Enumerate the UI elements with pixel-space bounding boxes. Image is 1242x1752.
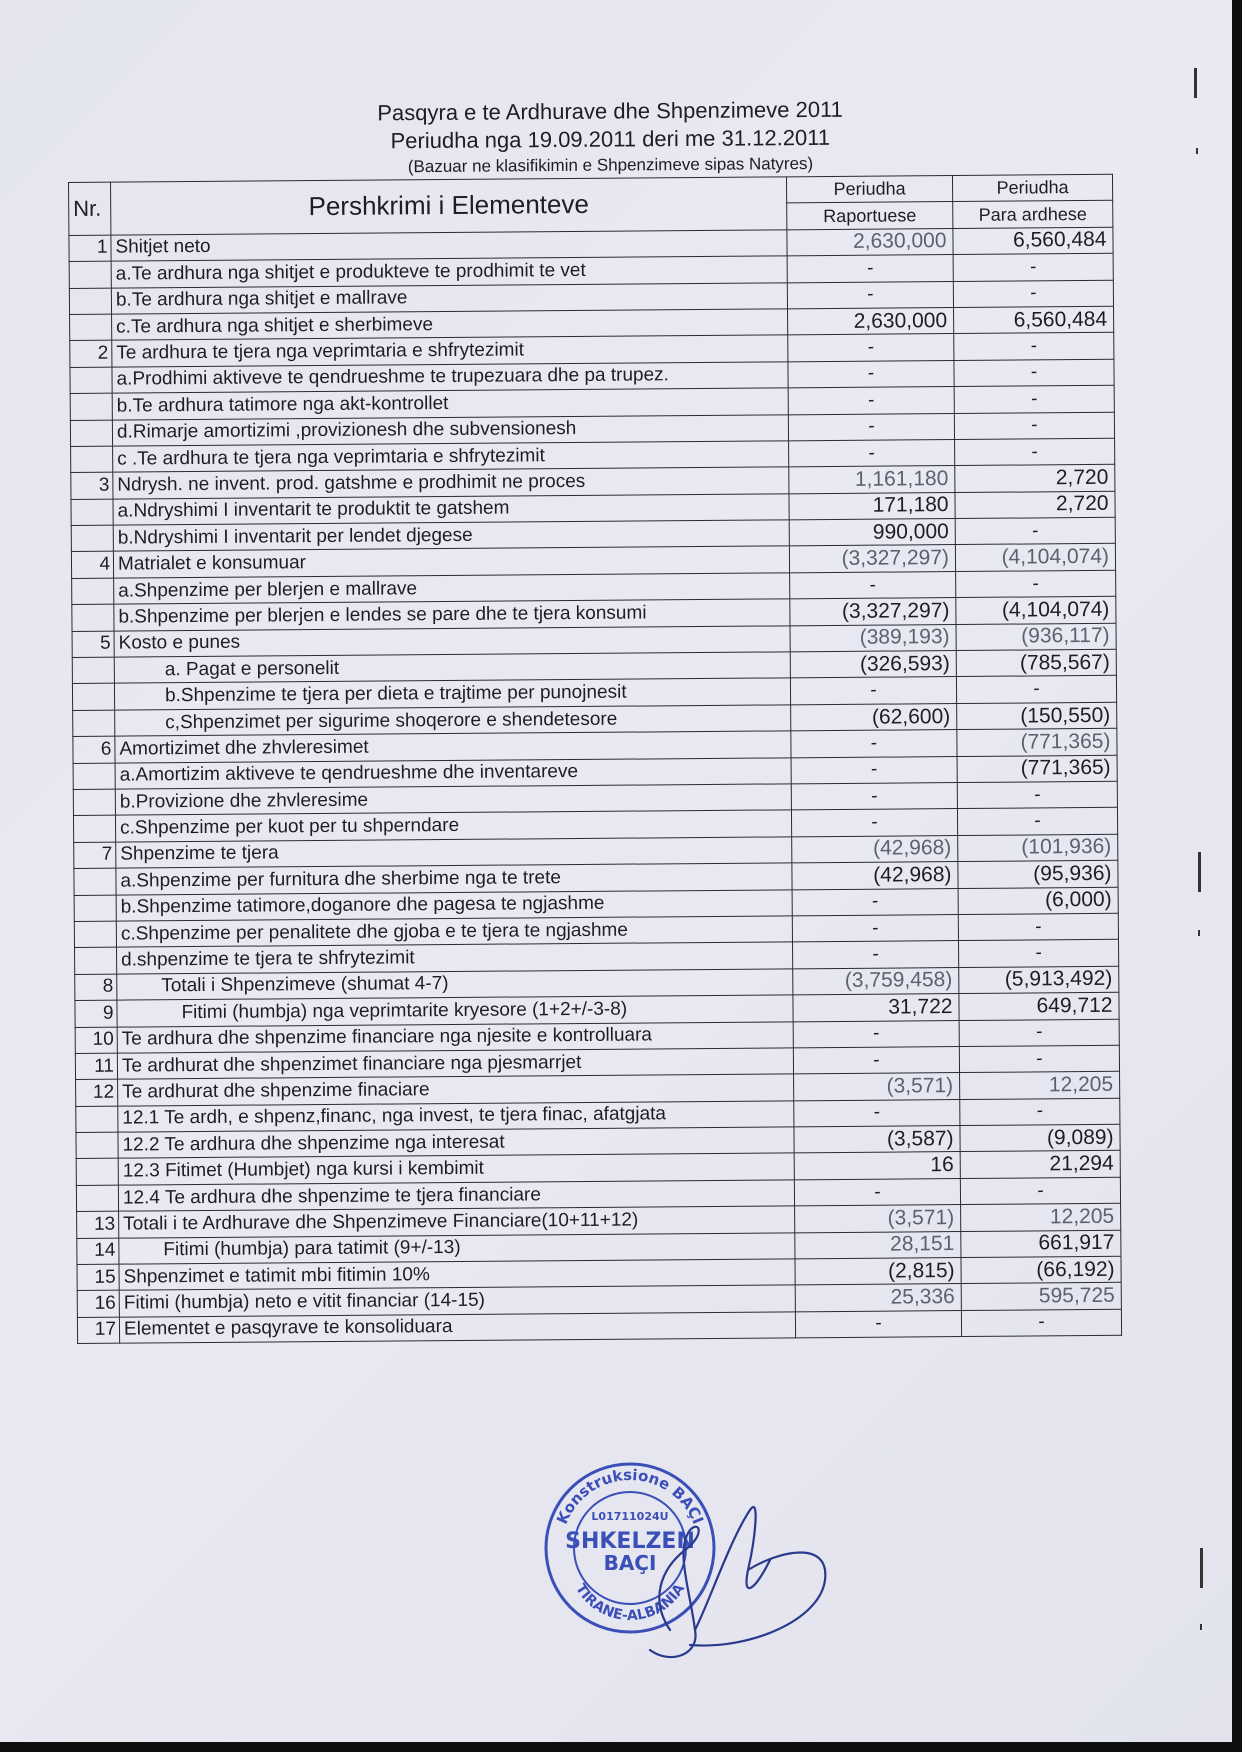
row-number [72, 657, 114, 684]
value-prior-period: - [953, 253, 1113, 281]
row-description: Fitimi (humbja) para tatimit (9+/-13) [119, 1232, 795, 1264]
value-current-period: (3,571) [794, 1073, 960, 1101]
row-number [73, 763, 115, 790]
value-prior-period: 649,712 [959, 992, 1119, 1020]
value-prior-period: - [956, 676, 1116, 704]
value-prior-period: 12,205 [960, 1072, 1120, 1100]
row-number [74, 921, 116, 948]
value-current-period: - [789, 439, 955, 467]
stamp-city: TIRANE-ALBANIA [572, 1581, 688, 1625]
document-title: Pasqyra e te Ardhurave dhe Shpenzimeve 2011 [377, 96, 843, 126]
stamp-name: SHKELZEN [565, 1529, 695, 1554]
value-current-period: (3,759,458) [793, 967, 959, 995]
value-current-period: (3,587) [794, 1126, 960, 1154]
row-description: Totali i te Ardhurave dhe Shpenzimeve Financiare(10+11+12) [119, 1206, 795, 1238]
value-current-period: (3,327,297) [789, 545, 955, 573]
value-prior-period: (66,192) [961, 1256, 1121, 1284]
value-prior-period: (9,089) [960, 1124, 1120, 1152]
row-description: c.Shpenzime per kuot per tu shperndare [115, 810, 791, 842]
row-number [71, 446, 113, 473]
value-current-period: - [792, 914, 958, 942]
row-description: Te ardhurat dhe shpenzime finaciare [118, 1074, 794, 1106]
value-prior-period: (150,550) [957, 702, 1117, 730]
row-description: Shpenzimet e tatimit mbi fitimin 10% [119, 1259, 795, 1291]
value-prior-period: - [957, 808, 1117, 836]
stamp-top-text: Konstruksione BAÇI [552, 1465, 708, 1527]
value-prior-period: (5,913,492) [959, 966, 1119, 994]
row-number [76, 1185, 118, 1212]
document-period: Periudha nga 19.09.2011 deri me 31.12.2011 [390, 124, 831, 154]
value-prior-period: 6,560,484 [954, 306, 1114, 334]
value-current-period: - [787, 281, 953, 309]
row-number [73, 816, 115, 843]
row-description: Fitimi (humbja) neto e vitit financiar (14-15) [119, 1285, 795, 1317]
value-current-period: 1,161,180 [789, 466, 955, 494]
row-description: c.Shpenzime per penalitete dhe gjoba e te tjera te ngjashme [116, 916, 792, 948]
value-current-period: (326,593) [790, 651, 956, 679]
value-prior-period: - [960, 1098, 1120, 1126]
value-current-period: 31,722 [793, 994, 959, 1022]
document-heading [300, 95, 921, 180]
value-current-period: (389,193) [790, 624, 956, 652]
stamp-surname: BAÇI [603, 1551, 657, 1575]
value-current-period: - [793, 1020, 959, 1048]
row-number [70, 367, 112, 394]
row-description: a.Shpenzime per furnitura dhe sherbime nga te trete [116, 863, 792, 895]
col-period2-header-top: Periudha [952, 174, 1112, 202]
row-number [69, 288, 111, 315]
binder-mark [1194, 68, 1197, 98]
col-nr-header: Nr. [69, 182, 111, 235]
value-current-period: - [791, 730, 957, 758]
row-description: 12.2 Te ardhura dhe shpenzime nga interesat [118, 1127, 794, 1159]
value-current-period: - [790, 677, 956, 705]
binder-mark [1198, 852, 1201, 892]
row-description: b.Ndryshimi I inventarit per lendet djegese [113, 520, 789, 552]
row-number [69, 261, 111, 288]
value-prior-period: 6,560,484 [953, 227, 1113, 255]
row-description: a.Shpenzime per blerjen e mallrave [114, 573, 790, 605]
value-current-period: (62,600) [791, 703, 957, 731]
value-prior-period: - [960, 1177, 1120, 1205]
row-description: 12.1 Te ardh, e shpenz,financ, nga invest, te tjera finac, afatgjata [118, 1101, 794, 1133]
row-number: 6 [73, 736, 115, 763]
row-description: b.Te ardhura tatimore nga akt-kontrollet [112, 388, 788, 420]
value-prior-period: - [955, 438, 1115, 466]
value-current-period: - [791, 756, 957, 784]
row-description: b.Shpenzime tatimore,doganore dhe pagesa te ngjashme [116, 889, 792, 921]
signature [630, 1480, 840, 1670]
row-description: Te ardhura te tjera nga veprimtaria e shfrytezimit [112, 335, 788, 367]
value-prior-period: - [957, 781, 1117, 809]
value-current-period: - [794, 1099, 960, 1127]
row-number [70, 420, 112, 447]
row-description: Ndrysh. ne invent. prod. gatshme e prodhimit ne proces [113, 467, 789, 499]
row-description: Elementet e pasqyrave te konsoliduara [119, 1312, 795, 1344]
value-prior-period: - [954, 385, 1114, 413]
value-prior-period: (771,365) [957, 755, 1117, 783]
value-prior-period: - [954, 333, 1114, 361]
row-description: a.Ndryshimi I inventarit te produktit te gatshem [113, 494, 789, 526]
row-number [71, 525, 113, 552]
value-prior-period: - [956, 570, 1116, 598]
row-number: 11 [75, 1053, 117, 1080]
table-body [69, 227, 1122, 1344]
value-current-period: (3,327,297) [790, 598, 956, 626]
row-description: a.Te ardhura nga shitjet e produkteve te prodhimit te vet [111, 256, 787, 288]
value-current-period: 16 [794, 1152, 960, 1180]
row-number [72, 578, 114, 605]
document-basis: (Bazuar ne klasifikimin e Shpenzimeve sipas Natyres) [407, 153, 814, 177]
value-current-period: (3,571) [795, 1205, 961, 1233]
value-current-period: - [787, 255, 953, 283]
value-prior-period: (101,936) [958, 834, 1118, 862]
row-number [71, 499, 113, 526]
row-description: 12.3 Fitimet (Humbjet) nga kursi i kembimit [118, 1153, 794, 1185]
row-number: 2 [70, 341, 112, 368]
row-number [75, 947, 117, 974]
value-current-period: - [788, 360, 954, 388]
value-current-period: (2,815) [795, 1258, 961, 1286]
value-prior-period: - [954, 412, 1114, 440]
value-prior-period: - [953, 280, 1113, 308]
row-number [76, 1132, 118, 1159]
value-prior-period: - [958, 940, 1118, 968]
row-description: c.Te ardhura nga shitjet e sherbimeve [112, 309, 788, 341]
row-description: 12.4 Te ardhura dhe shpenzime te tjera financiare [118, 1180, 794, 1212]
row-description: Shitjet neto [111, 230, 787, 262]
row-number: 15 [77, 1264, 119, 1291]
value-prior-period: - [954, 359, 1114, 387]
row-description: Kosto e punes [114, 625, 790, 657]
col-description-header: Pershkrimi i Elementeve [111, 177, 787, 235]
row-description: Totali i Shpenzimeve (shumat 4-7) [117, 969, 793, 1001]
row-description: Fitimi (humbja) nga veprimtarite kryesore (1+2+/-3-8) [117, 995, 793, 1027]
row-number: 16 [77, 1291, 119, 1318]
value-current-period: 2,630,000 [787, 228, 953, 256]
row-number: 10 [75, 1027, 117, 1054]
row-number [70, 314, 112, 341]
value-prior-period: - [959, 1045, 1119, 1073]
row-number [72, 684, 114, 711]
row-number [72, 604, 114, 631]
row-number: 17 [77, 1317, 119, 1344]
scan-border-bottom [0, 1742, 1242, 1752]
row-number [70, 393, 112, 420]
value-current-period: - [788, 334, 954, 362]
row-number: 1 [69, 235, 111, 262]
row-description: d.shpenzime te tjera te shfrytezimit [117, 942, 793, 974]
income-statement-table [68, 174, 1122, 1344]
row-number [73, 710, 115, 737]
row-description: b.Shpenzime per blerjen e lendes se pare dhe te tjera konsumi [114, 599, 790, 631]
row-number [76, 1106, 118, 1133]
stamp-number: L01711024U [591, 1510, 669, 1523]
value-current-period: - [792, 941, 958, 969]
row-description: c,Shpenzimet per sigurime shoqerore e shendetesore [115, 705, 791, 737]
col-period2-header-bottom: Para ardhese [953, 201, 1113, 229]
row-description: b.Shpenzime te tjera per dieta e trajtime per punojnesit [114, 678, 790, 710]
row-description: c .Te ardhura te tjera nga veprimtaria e shfrytezimit [113, 441, 789, 473]
value-current-period: - [792, 888, 958, 916]
col-period1-header-bottom: Raportuese [787, 202, 953, 230]
value-prior-period: - [955, 517, 1115, 545]
value-current-period: 25,336 [795, 1284, 961, 1312]
value-current-period: (42,968) [792, 835, 958, 863]
value-prior-period: - [958, 913, 1118, 941]
row-description: Shpenzime te tjera [116, 837, 792, 869]
row-number: 7 [74, 842, 116, 869]
value-prior-period: (785,567) [956, 649, 1116, 677]
value-prior-period: (936,117) [956, 623, 1116, 651]
value-current-period: - [793, 1046, 959, 1074]
value-current-period: (42,968) [792, 862, 958, 890]
value-current-period: - [795, 1310, 961, 1338]
row-description: a.Amortizim aktiveve te qendrueshme dhe inventareve [115, 757, 791, 789]
income-statement [68, 174, 1122, 1344]
scan-border-right [1232, 0, 1242, 1752]
row-number: 8 [75, 974, 117, 1001]
value-current-period: - [791, 783, 957, 811]
row-description: Te ardhura dhe shpenzime financiare nga njesite e kontrolluara [117, 1021, 793, 1053]
value-prior-period: (4,104,074) [956, 597, 1116, 625]
value-prior-period: 2,720 [955, 465, 1115, 493]
value-prior-period: (4,104,074) [955, 544, 1115, 572]
binder-mark [1196, 148, 1198, 154]
value-prior-period: 21,294 [960, 1151, 1120, 1179]
value-current-period: - [788, 413, 954, 441]
row-number [76, 1159, 118, 1186]
value-current-period: 171,180 [789, 492, 955, 520]
value-current-period: 990,000 [789, 519, 955, 547]
row-description: a.Prodhimi aktiveve te qendrueshme te trupezuara dhe pa trupez. [112, 362, 788, 394]
row-number [74, 895, 116, 922]
value-prior-period: 661,917 [961, 1230, 1121, 1258]
row-description: Te ardhurat dhe shpenzimet financiare nga pjesmarrjet [117, 1048, 793, 1080]
row-description: Matrialet e konsumuar [113, 546, 789, 578]
value-current-period: - [794, 1178, 960, 1206]
value-prior-period: 12,205 [961, 1203, 1121, 1231]
row-number: 5 [72, 631, 114, 658]
value-current-period: - [790, 571, 956, 599]
row-number: 14 [77, 1238, 119, 1265]
row-number [74, 868, 116, 895]
value-prior-period: (6,000) [958, 887, 1118, 915]
row-number [73, 789, 115, 816]
value-prior-period: (771,365) [957, 728, 1117, 756]
row-number: 12 [76, 1079, 118, 1106]
row-description: b.Provizione dhe zhvleresime [115, 784, 791, 816]
row-description: a. Pagat e personelit [114, 652, 790, 684]
row-number: 13 [77, 1211, 119, 1238]
row-number: 3 [71, 472, 113, 499]
binder-mark [1198, 930, 1200, 936]
value-prior-period: (95,936) [958, 860, 1118, 888]
binder-mark [1200, 1548, 1203, 1588]
value-current-period: - [791, 809, 957, 837]
value-current-period: 2,630,000 [788, 308, 954, 336]
col-period1-header-top: Periudha [786, 176, 952, 204]
value-prior-period: - [959, 1019, 1119, 1047]
row-number: 9 [75, 1000, 117, 1027]
value-prior-period: - [961, 1309, 1121, 1337]
row-description: Amortizimet dhe zhvleresimet [115, 731, 791, 763]
value-prior-period: 595,725 [961, 1283, 1121, 1311]
row-description: d.Rimarje amortizimi ,provizionesh dhe subvensionesh [112, 414, 788, 446]
value-current-period: 28,151 [795, 1231, 961, 1259]
binder-mark [1200, 1624, 1202, 1630]
row-description: b.Te ardhura nga shitjet e mallrave [111, 282, 787, 314]
row-number: 4 [71, 552, 113, 579]
value-prior-period: 2,720 [955, 491, 1115, 519]
value-current-period: - [788, 387, 954, 415]
